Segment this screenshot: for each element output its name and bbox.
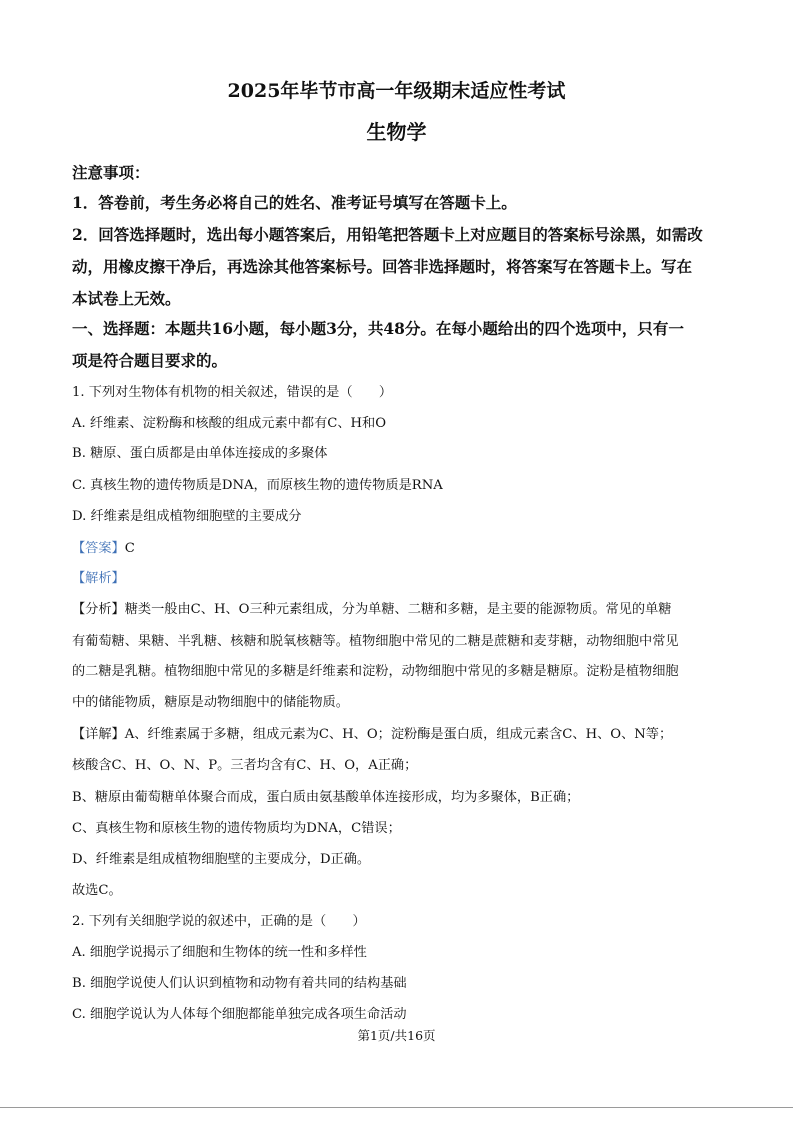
xiangjie-line-3: B、糖原由葡萄糖单体聚合而成，蛋白质由氨基酸单体连接形成，均为多聚体，B正确； — [72, 790, 580, 805]
xiangjie-line-1 — [72, 723, 721, 742]
q1-stem: 1. 下列对生物体有机物的相关叙述，错误的是（ ） — [72, 385, 393, 400]
q1-option-d: D. 纤维素是组成植物细胞壁的主要成分 — [72, 509, 302, 524]
xiangjie-line-4: C、真核生物和原核生物的遗传物质均为DNA，C错误； — [72, 821, 401, 836]
notice-heading: 注意事项： — [72, 163, 150, 182]
xiangjie-tag: 【详解】 — [72, 727, 125, 742]
xiangjie-line-2: 核酸含C、H、O、N、P。三者均含有C、H、O，A正确； — [72, 758, 418, 773]
exam-subject: 生物学 — [366, 120, 427, 144]
q1-option-c: C. 真核生物的遗传物质是DNA，而原核生物的遗传物质是RNA — [72, 478, 443, 493]
notice-item-2-line-1: 2．回答选择题时，选出每小题答案后，用铅笔把答题卡上对应题目的答案标号涂黑，如需改 — [72, 225, 703, 244]
exam-title: 2025年毕节市高一年级期末适应性考试 — [227, 80, 566, 102]
section-heading-line-2: 项是符合题目要求的。 — [72, 351, 228, 370]
notice-item-2-line-3: 本试卷上无效。 — [72, 289, 181, 308]
q1-option-b: B. 糖原、蛋白质都是由单体连接成的多聚体 — [72, 446, 328, 461]
notice-item-1: 1．答卷前，考生务必将自己的姓名、准考证号填写在答题卡上。 — [72, 193, 517, 212]
section-heading-line-1: 一、选择题：本题共16小题，每小题3分，共48分。在每小题给出的四个选项中，只有一 — [72, 319, 684, 338]
page-bottom-divider — [0, 1107, 793, 1108]
analysis-tag: 【解析】 — [72, 571, 125, 586]
fenxi-text-1: 糖类一般由C、H、O三种元素组成，分为单糖、二糖和多糖，是主要的能源物质。常见的单糖 — [124, 602, 672, 617]
answer-value: C — [124, 541, 135, 556]
answer-tag: 【答案】 — [72, 541, 125, 556]
fenxi-line-4: 中的储能物质，糖原是动物细胞中的储能物质。 — [72, 695, 349, 710]
q2-option-a: A. 细胞学说揭示了细胞和生物体的统一性和多样性 — [72, 945, 367, 960]
notice-item-2-line-2: 动，用橡皮擦干净后，再选涂其他答案标号。回答非选择题时，将答案写在答题卡上。写在 — [72, 257, 693, 276]
xiangjie-line-5: D、纤维素是组成植物细胞壁的主要成分，D正确。 — [72, 852, 371, 867]
q1-answer-line — [72, 537, 721, 556]
q1-option-a: A. 纤维素、淀粉酶和核酸的组成元素中都有C、H和O — [72, 416, 387, 431]
fenxi-tag: 【分析】 — [72, 602, 125, 617]
fenxi-line-1 — [72, 598, 721, 617]
fenxi-line-2: 有葡萄糖、果糖、半乳糖、核糖和脱氧核糖等。植物细胞中常见的二糖是蔗糖和麦芽糖，动物细胞中常见 — [72, 634, 679, 649]
fenxi-line-3: 的二糖是乳糖。植物细胞中常见的多糖是纤维素和淀粉，动物细胞中常见的多糖是糖原。淀粉是植物细胞 — [72, 664, 679, 679]
q2-stem: 2. 下列有关细胞学说的叙述中，正确的是（ ） — [72, 914, 366, 929]
page-footer: 第1页/共16页 — [357, 1028, 436, 1043]
q2-option-b: B. 细胞学说使人们认识到植物和动物有着共同的结构基础 — [72, 976, 407, 991]
q2-option-c: C. 细胞学说认为人体每个细胞都能单独完成各项生命活动 — [72, 1007, 407, 1022]
xiangjie-text-1: A、纤维素属于多糖，组成元素为C、H、O；淀粉酶是蛋白质，组成元素含C、H、O、N等； — [124, 727, 673, 742]
q1-conclusion: 故选C。 — [72, 883, 122, 898]
